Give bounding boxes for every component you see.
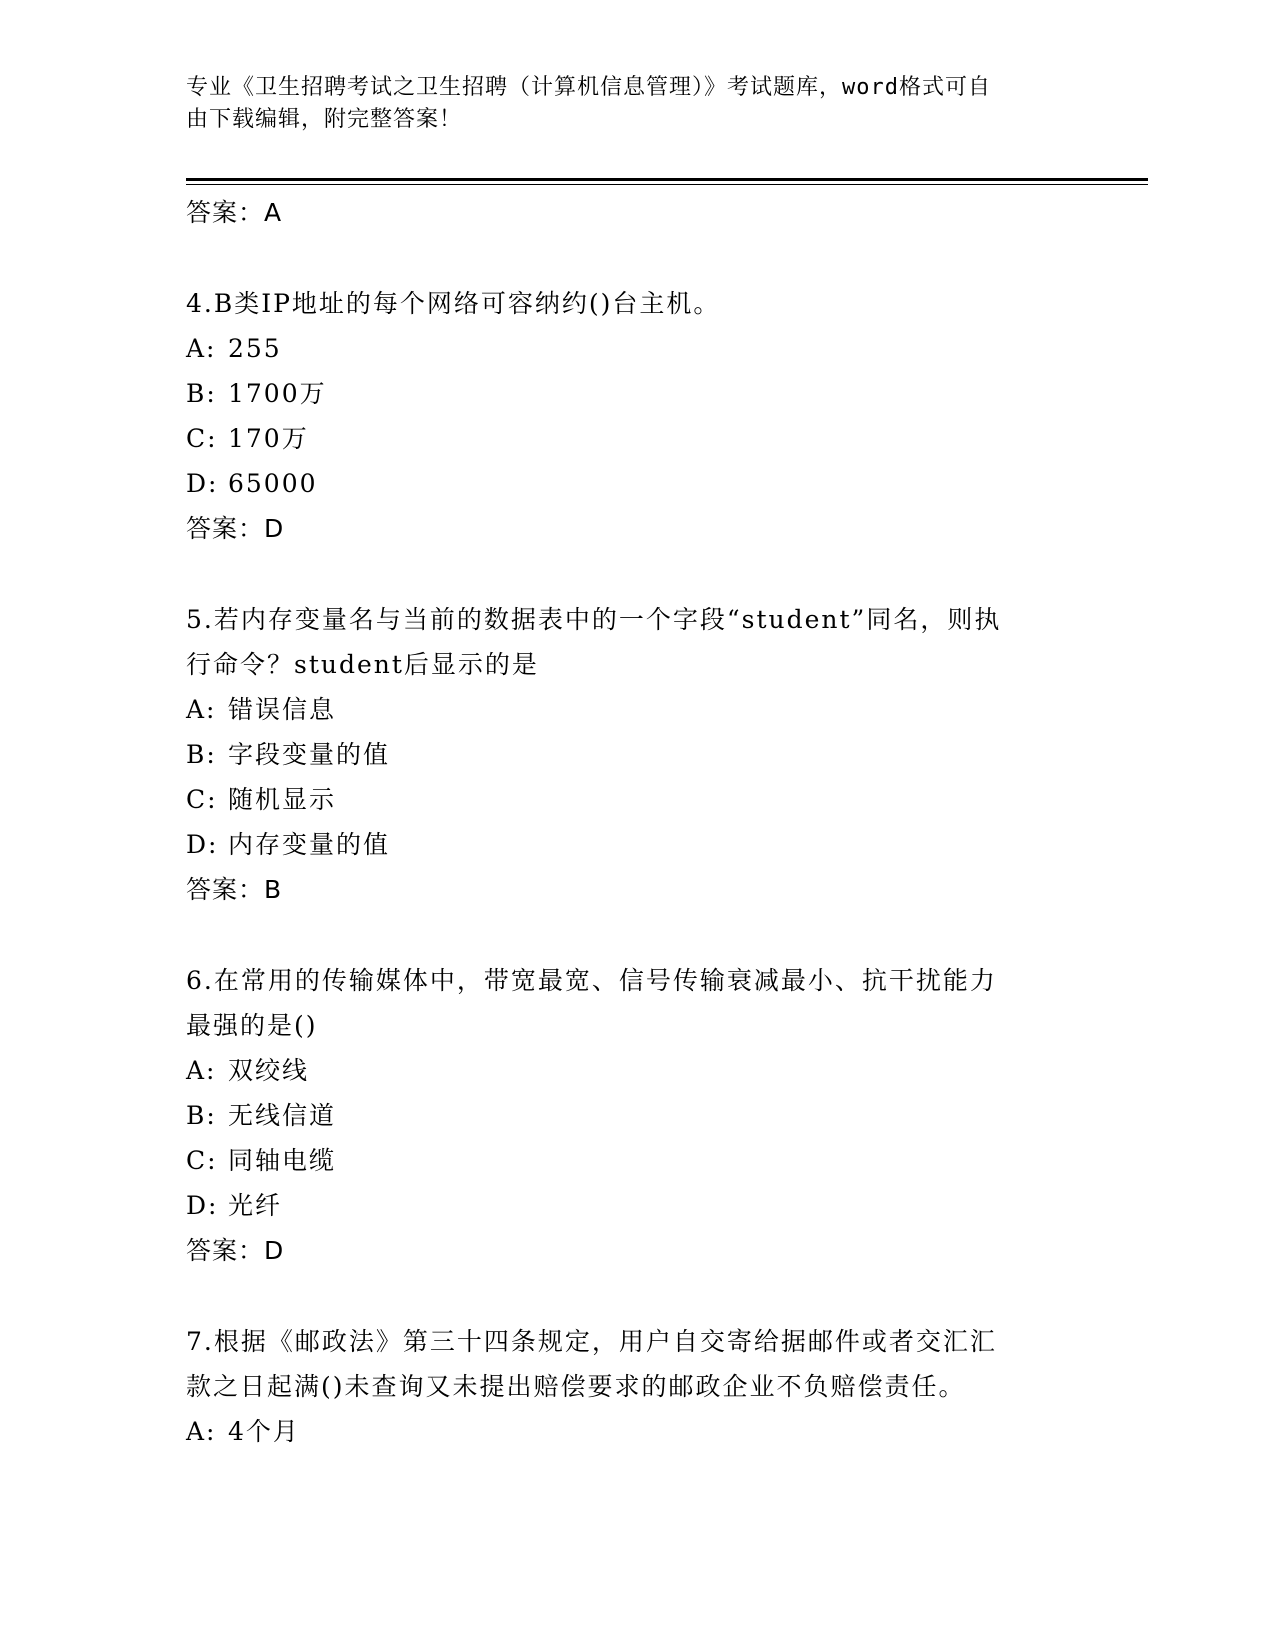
option-text: 光纤 bbox=[228, 1191, 283, 1220]
option-text: 255 bbox=[228, 334, 282, 363]
option-key: B: bbox=[186, 1101, 217, 1130]
question-list bbox=[186, 190, 1086, 1454]
option-key: D: bbox=[186, 830, 219, 859]
option-line bbox=[186, 732, 1086, 777]
option-line bbox=[186, 1093, 1086, 1138]
option-text: 65000 bbox=[228, 469, 318, 498]
option-text: 内存变量的值 bbox=[228, 830, 391, 859]
question-gap bbox=[186, 912, 1086, 958]
answer-line: 答案：B bbox=[186, 875, 283, 904]
answer-line: 答案：D bbox=[186, 1236, 285, 1265]
option-line bbox=[186, 687, 1086, 732]
option-line bbox=[186, 1138, 1086, 1183]
question-block bbox=[186, 958, 1086, 1273]
option-text: 错误信息 bbox=[228, 695, 337, 724]
option-line bbox=[186, 416, 1086, 461]
option-key: B: bbox=[186, 740, 217, 769]
option-key: D: bbox=[186, 1191, 219, 1220]
option-key: C: bbox=[186, 1146, 218, 1175]
option-text: 170万 bbox=[228, 424, 309, 453]
option-key: A: bbox=[186, 334, 217, 363]
option-key: D: bbox=[186, 469, 219, 498]
option-line bbox=[186, 1048, 1086, 1093]
question-block bbox=[186, 281, 1086, 551]
answer-line: 答案：D bbox=[186, 514, 285, 543]
option-line bbox=[186, 371, 1086, 416]
option-key: B: bbox=[186, 379, 217, 408]
question-stem-line: 6.在常用的传输媒体中，带宽最宽、信号传输衰减最小、抗干扰能力 bbox=[186, 966, 997, 995]
option-text: 同轴电缆 bbox=[228, 1146, 337, 1175]
option-line bbox=[186, 1183, 1086, 1228]
question-gap bbox=[186, 1273, 1086, 1319]
option-line bbox=[186, 1409, 1086, 1454]
question-block bbox=[186, 597, 1086, 912]
option-line bbox=[186, 777, 1086, 822]
question-stem-line: 7.根据《邮政法》第三十四条规定，用户自交寄给据邮件或者交汇汇 bbox=[186, 1327, 997, 1356]
question-block bbox=[186, 1319, 1086, 1454]
document-header bbox=[186, 72, 1066, 136]
question-stem-line: 5.若内存变量名与当前的数据表中的一个字段“student”同名，则执 bbox=[186, 605, 1002, 634]
option-key: C: bbox=[186, 785, 218, 814]
header-divider-thin bbox=[186, 184, 1148, 185]
header-line-1: 专业《卫生招聘考试之卫生招聘（计算机信息管理）》考试题库，word格式可自 bbox=[186, 75, 991, 100]
option-key: A: bbox=[186, 695, 217, 724]
option-line bbox=[186, 822, 1086, 867]
answer-line: 答案：A bbox=[186, 198, 283, 227]
header-divider-thick bbox=[186, 178, 1148, 181]
option-text: 字段变量的值 bbox=[228, 740, 391, 769]
question-gap bbox=[186, 235, 1086, 281]
option-line bbox=[186, 326, 1086, 371]
question-stem-line: 4.B类IP地址的每个网络可容纳约()台主机。 bbox=[186, 289, 721, 318]
option-text: 无线信道 bbox=[228, 1101, 337, 1130]
question-stem-line: 最强的是() bbox=[186, 1011, 318, 1040]
question-stem-line: 款之日起满()未查询又未提出赔偿要求的邮政企业不负赔偿责任。 bbox=[186, 1372, 966, 1401]
option-text: 随机显示 bbox=[228, 785, 337, 814]
option-line bbox=[186, 461, 1086, 506]
option-key: A: bbox=[186, 1417, 217, 1446]
header-line-2: 由下载编辑，附完整答案！ bbox=[186, 107, 463, 132]
option-text: 4个月 bbox=[228, 1417, 300, 1446]
option-text: 双绞线 bbox=[228, 1056, 310, 1085]
option-key: C: bbox=[186, 424, 218, 453]
option-text: 1700万 bbox=[228, 379, 327, 408]
question-stem-line: 行命令？student后显示的是 bbox=[186, 650, 539, 679]
option-key: A: bbox=[186, 1056, 217, 1085]
questions-container bbox=[186, 235, 1086, 1454]
question-gap bbox=[186, 551, 1086, 597]
